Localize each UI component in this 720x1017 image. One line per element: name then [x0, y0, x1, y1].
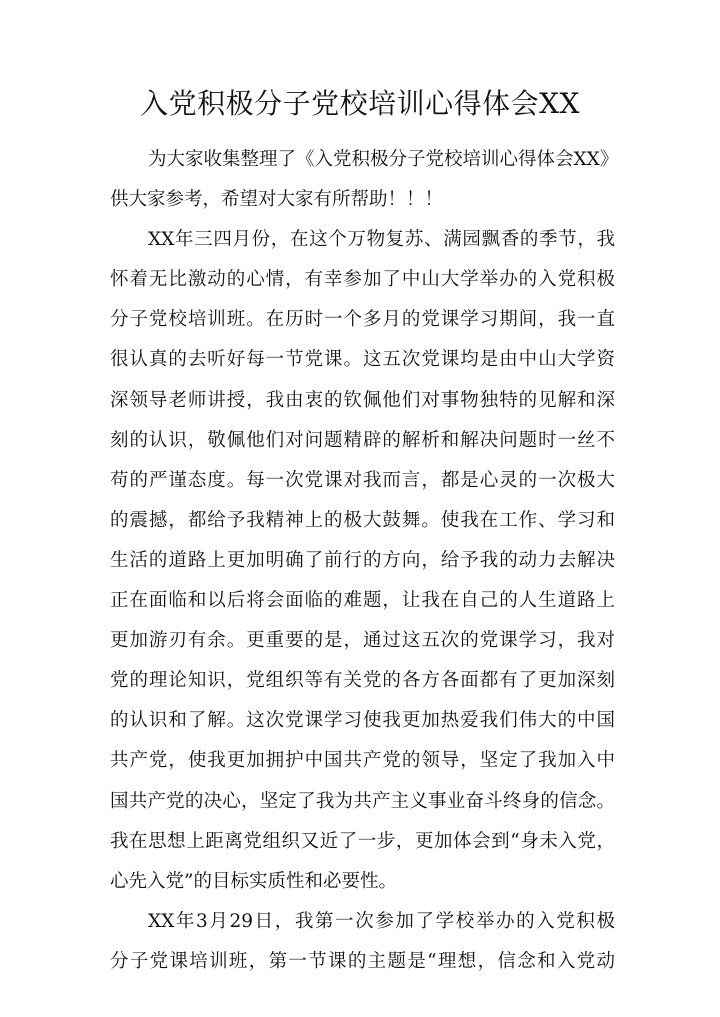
- text-line: 我在思想上距离党组织又近了一步，更加体会到“身未入党，: [110, 830, 615, 852]
- text-line: 的认识和了解。这次党课学习使我更加热爱我们伟大的中国: [110, 710, 615, 732]
- document-title: 入党积极分子党校培训心得体会XX: [140, 87, 580, 120]
- text-line: 党的理论知识，党组织等有关党的各方各面都有了更加深刻: [110, 670, 615, 692]
- text-line: 苟的严谨态度。每一次党课对我而言，都是心灵的一次极大: [110, 469, 615, 491]
- text-line: 国共产党的决心，坚定了我为共产主义事业奋斗终身的信念。: [110, 790, 615, 812]
- text-line: 深领导老师讲授，我由衷的钦佩他们对事物独特的见解和深: [110, 389, 615, 411]
- document-body: [110, 140, 619, 982]
- text-line: 正在面临和以后将会面临的难题，让我在自己的人生道路上: [110, 590, 615, 612]
- text-line: 刻的认识，敬佩他们对问题精辟的解析和解决问题时一丝不: [110, 429, 615, 451]
- paragraph: [110, 140, 619, 220]
- paragraph: [110, 902, 615, 982]
- text-line: 心先入党”的目标实质性和必要性。: [110, 870, 397, 892]
- text-line: 分子党校培训班。在历时一个多月的党课学习期间，我一直: [110, 309, 615, 331]
- text-line: XX年三四月份，在这个万物复苏、满园飘香的季节，我: [148, 229, 615, 251]
- text-line: 怀着无比激动的心情，有幸参加了中山大学举办的入党积极: [110, 269, 615, 291]
- text-line: XX年3月29日，我第一次参加了学校举办的入党积极: [148, 910, 615, 932]
- text-line: 为大家收集整理了《入党积极分子党校培训心得体会XX》: [148, 149, 619, 170]
- text-line: 更加游刃有余。更重要的是，通过这五次的党课学习，我对: [110, 630, 615, 652]
- text-line: 很认真的去听好每一节党课。这五次党课均是由中山大学资: [110, 349, 615, 371]
- text-line: 供大家参考，希望对大家有所帮助！！！: [110, 189, 444, 211]
- text-line: 分子党课培训班，第一节课的主题是“理想，信念和入党动: [110, 950, 615, 972]
- text-line: 生活的道路上更加明确了前行的方向，给予我的动力去解决: [110, 549, 615, 571]
- paragraph: [110, 220, 615, 902]
- text-line: 的震撼，都给予我精神上的极大鼓舞。使我在工作、学习和: [110, 509, 615, 531]
- text-line: 共产党，使我更加拥护中国共产党的领导，坚定了我加入中: [110, 750, 615, 772]
